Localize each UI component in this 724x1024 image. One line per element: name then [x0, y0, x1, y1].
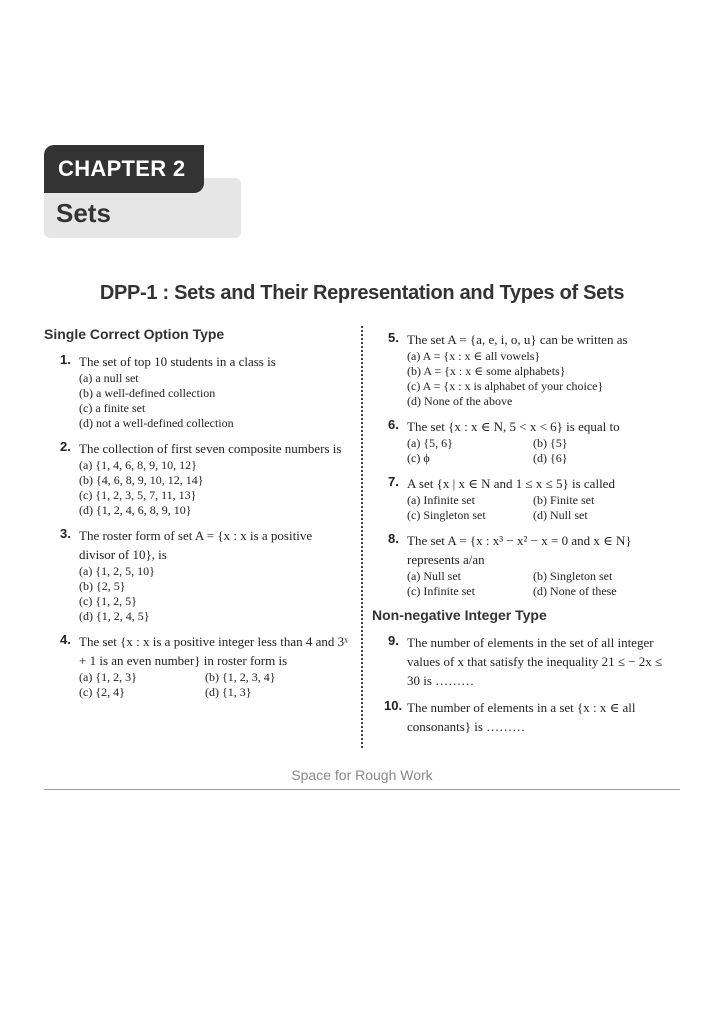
- question-number: 3.: [60, 526, 71, 541]
- option-row: [79, 670, 349, 685]
- question-text: The collection of first seven composite numbers is: [79, 441, 342, 456]
- question-text: The set A = {a, e, i, o, u} can be written as: [407, 332, 628, 347]
- option-a: (a) {5, 6}: [407, 436, 453, 450]
- option-a: (a) A = {x : x ∈ all vowels}: [407, 349, 541, 363]
- option-a: (a) a null set: [79, 371, 139, 385]
- question-5: [372, 330, 672, 409]
- option-b: (b) {2, 5}: [79, 579, 126, 593]
- option-c: (c) Infinite set: [407, 584, 475, 598]
- option-d: (d) None of the above: [407, 394, 513, 408]
- option-b: (b) {4, 6, 8, 9, 10, 12, 14}: [79, 473, 204, 487]
- option-d: (d) None of these: [533, 584, 617, 598]
- section-heading-non-negative-integer: Non-negative Integer Type: [372, 607, 547, 623]
- option-d: (d) {1, 2, 4, 5}: [79, 609, 150, 623]
- question-number: 5.: [388, 330, 399, 345]
- question-6: [372, 417, 672, 466]
- question-text: The roster form of set A = {x : x is a positive divisor of 10}, is: [79, 528, 313, 562]
- option-row: [407, 508, 672, 523]
- option-c: (c) a finite set: [79, 401, 146, 415]
- option-c: (c) {2, 4}: [79, 685, 125, 699]
- option-a: (a) {1, 2, 5, 10}: [79, 564, 155, 578]
- question-text: The set A = {x : x³ − x² − x = 0 and x ∈ N} represents a/an: [407, 533, 632, 567]
- option-b: (b) {1, 2, 3, 4}: [205, 670, 276, 684]
- question-2: [44, 439, 349, 518]
- question-7: [372, 474, 672, 523]
- option-a: (a) {1, 2, 3}: [79, 670, 137, 684]
- option-a: (a) Infinite set: [407, 493, 475, 507]
- option-b: (b) a well-defined collection: [79, 386, 216, 400]
- left-column: [44, 326, 349, 708]
- option-a: (a) Null set: [407, 569, 461, 583]
- option-row: [407, 451, 672, 466]
- option-row: [407, 436, 672, 451]
- option-row: [79, 685, 349, 700]
- column-divider: [361, 326, 363, 748]
- option-row: [407, 569, 672, 584]
- option-d: (d) Null set: [533, 508, 588, 522]
- option-row: [407, 584, 672, 599]
- option-c: (c) A = {x : x is alphabet of your choice}: [407, 379, 604, 393]
- option-c: (c) {1, 2, 5}: [79, 594, 137, 608]
- question-number: 2.: [60, 439, 71, 454]
- option-row: [407, 493, 672, 508]
- question-number: 6.: [388, 417, 399, 432]
- rough-work-label: Space for Rough Work: [291, 767, 433, 783]
- section-heading-single-correct: Single Correct Option Type: [44, 326, 225, 342]
- question-9: [372, 633, 672, 690]
- option-c: (c) Singleton set: [407, 508, 486, 522]
- question-text: A set {x | x ∈ N and 1 ≤ x ≤ 5} is called: [407, 476, 615, 491]
- rough-work-rule: [44, 789, 680, 790]
- option-b: (b) Finite set: [533, 493, 595, 507]
- question-text: The number of elements in a set {x : x ∈ all consonants} is ………: [407, 700, 636, 734]
- question-text: The number of elements in the set of all integer values of x that satisfy the inequality 21 ≤ − 2x ≤ 30 is ………: [407, 635, 663, 688]
- question-text: The set of top 10 students in a class is: [79, 354, 276, 369]
- question-1: [44, 352, 349, 431]
- question-number: 10.: [384, 698, 403, 713]
- option-d: (d) not a well-defined collection: [79, 416, 234, 430]
- option-d: (d) {1, 2, 4, 6, 8, 9, 10}: [79, 503, 192, 517]
- option-d: (d) {6}: [533, 451, 568, 465]
- option-c: (c) ϕ: [407, 451, 430, 465]
- question-number: 4.: [60, 632, 71, 647]
- question-number: 8.: [388, 531, 399, 546]
- dpp-title: DPP-1 : Sets and Their Representation and Types of Sets: [99, 282, 625, 304]
- question-10: [372, 698, 672, 736]
- question-4: [44, 632, 349, 700]
- chapter-label: CHAPTER 2: [44, 145, 204, 193]
- option-b: (b) A = {x : x ∈ some alphabets}: [407, 364, 566, 378]
- question-3: [44, 526, 349, 624]
- question-8: [372, 531, 672, 599]
- question-text: The set {x : x is a positive integer less than 4 and 3ˣ + 1 is an even number} in roster form is: [79, 634, 348, 668]
- option-b: (b) Singleton set: [533, 569, 613, 583]
- question-number: 1.: [60, 352, 71, 367]
- option-a: (a) {1, 4, 6, 8, 9, 10, 12}: [79, 458, 197, 472]
- option-b: (b) {5}: [533, 436, 568, 450]
- right-column: [372, 330, 672, 744]
- option-d: (d) {1, 3}: [205, 685, 252, 699]
- chapter-title: Sets: [56, 198, 111, 228]
- question-number: 7.: [388, 474, 399, 489]
- question-number: 9.: [388, 633, 399, 648]
- option-c: (c) {1, 2, 3, 5, 7, 11, 13}: [79, 488, 197, 502]
- question-text: The set {x : x ∈ N, 5 < x < 6} is equal to: [407, 419, 620, 434]
